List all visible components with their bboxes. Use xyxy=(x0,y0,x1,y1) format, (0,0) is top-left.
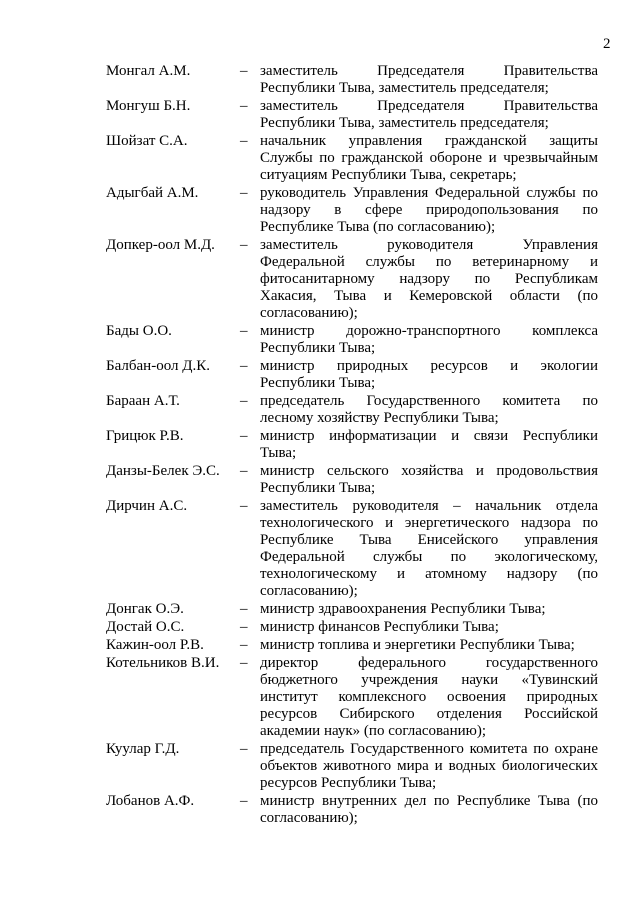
member-row xyxy=(106,237,600,322)
position-line: заместитель Председателя Правительства xyxy=(260,98,598,114)
member-position xyxy=(260,793,598,827)
dash-separator: – xyxy=(240,185,248,201)
member-name: Грицюк Р.В. xyxy=(106,428,184,444)
member-row xyxy=(106,98,600,132)
position-line: заместитель Председателя Правительства xyxy=(260,63,598,79)
position-line: руководитель Управления Федеральной службы по xyxy=(260,185,598,201)
position-line: Хакасия, Тыва и Кемеровской области (по xyxy=(260,288,598,304)
member-name: Данзы-Белек Э.С. xyxy=(106,463,220,479)
position-line: академии наук» (по согласованию); xyxy=(260,723,487,739)
member-position xyxy=(260,601,598,618)
position-line: лесному хозяйству Республики Тыва; xyxy=(260,410,499,426)
member-row xyxy=(106,463,600,497)
position-line: заместитель руководителя Управления xyxy=(260,237,598,253)
member-name: Балбан-оол Д.К. xyxy=(106,358,210,374)
position-line: бюджетного учреждения науки «Тувинский xyxy=(260,672,598,688)
member-name: Монгал А.М. xyxy=(106,63,191,79)
position-line: начальник управления гражданской защиты xyxy=(260,133,598,149)
dash-separator: – xyxy=(240,358,248,374)
position-line: согласованию); xyxy=(260,305,358,321)
dash-separator: – xyxy=(240,498,248,514)
position-line: Республики Тыва; xyxy=(260,340,376,356)
page-number: 2 xyxy=(603,36,611,52)
member-name: Дирчин А.С. xyxy=(106,498,188,514)
position-line: Тыва; xyxy=(260,445,297,461)
member-position xyxy=(260,237,598,322)
position-line: Республики Тыва; xyxy=(260,375,376,391)
member-row xyxy=(106,185,600,236)
member-name: Шойзат С.А. xyxy=(106,133,188,149)
member-name: Котельников В.И. xyxy=(106,655,220,671)
member-row xyxy=(106,498,600,600)
position-line: Федеральной службы по экологическому, xyxy=(260,549,598,565)
dash-separator: – xyxy=(240,133,248,149)
member-name: Достай О.С. xyxy=(106,619,185,635)
member-position xyxy=(260,463,598,497)
dash-separator: – xyxy=(240,619,248,635)
member-name: Кажин-оол Р.В. xyxy=(106,637,204,653)
position-line: министр здравоохранения Республики Тыва; xyxy=(260,601,546,617)
member-name: Бараан А.Т. xyxy=(106,393,180,409)
position-line: заместитель руководителя – начальник отдела xyxy=(260,498,598,514)
position-line: согласованию); xyxy=(260,810,358,826)
member-position xyxy=(260,741,598,792)
member-row xyxy=(106,741,600,792)
position-line: технологического и энергетического надзора по xyxy=(260,515,598,531)
position-line: ресурсов Республики Тыва; xyxy=(260,775,437,791)
dash-separator: – xyxy=(240,601,248,617)
member-name: Монгуш Б.Н. xyxy=(106,98,191,114)
dash-separator: – xyxy=(240,393,248,409)
member-list xyxy=(106,63,600,827)
member-position xyxy=(260,133,598,184)
member-row xyxy=(106,601,600,618)
position-line: Службы по гражданской обороне и чрезвычайным xyxy=(260,150,598,166)
member-name: Лобанов А.Ф. xyxy=(106,793,195,809)
position-line: министр топлива и энергетики Республики Тыва; xyxy=(260,637,575,653)
member-row xyxy=(106,637,600,654)
position-line: ситуациям Республики Тыва, секретарь; xyxy=(260,167,517,183)
member-position xyxy=(260,323,598,357)
position-line: объектов животного мира и водных биологических xyxy=(260,758,598,774)
position-line: Республики Тыва; xyxy=(260,480,376,496)
member-row xyxy=(106,428,600,462)
position-line: министр финансов Республики Тыва; xyxy=(260,619,499,635)
member-name: Донгак О.Э. xyxy=(106,601,184,617)
member-row xyxy=(106,133,600,184)
member-name: Куулар Г.Д. xyxy=(106,741,180,757)
member-row xyxy=(106,393,600,427)
member-row xyxy=(106,358,600,392)
member-position xyxy=(260,185,598,236)
position-line: министр природных ресурсов и экологии xyxy=(260,358,598,374)
member-position xyxy=(260,655,598,740)
member-name: Адыгбай А.М. xyxy=(106,185,199,201)
position-line: Федеральной службы по ветеринарному и xyxy=(260,254,598,270)
member-row xyxy=(106,63,600,97)
position-line: Республике Тыва Енисейского управления xyxy=(260,532,598,548)
member-row xyxy=(106,793,600,827)
dash-separator: – xyxy=(240,428,248,444)
position-line: председатель Государственного комитета по xyxy=(260,393,598,409)
dash-separator: – xyxy=(240,655,248,671)
dash-separator: – xyxy=(240,98,248,114)
member-name: Бады О.О. xyxy=(106,323,172,339)
position-line: Республики Тыва, заместитель председателя; xyxy=(260,80,549,96)
dash-separator: – xyxy=(240,63,248,79)
dash-separator: – xyxy=(240,793,248,809)
position-line: ресурсов Сибирского отделения Российской xyxy=(260,706,598,722)
member-position xyxy=(260,498,598,600)
member-position xyxy=(260,428,598,462)
position-line: технологическому и атомному надзору (по xyxy=(260,566,598,582)
member-row xyxy=(106,655,600,740)
position-line: институт комплексного освоения природных xyxy=(260,689,598,705)
position-line: председатель Государственного комитета по охране xyxy=(260,741,598,757)
member-position xyxy=(260,619,598,636)
position-line: Республики Тыва, заместитель председателя; xyxy=(260,115,549,131)
position-line: министр информатизации и связи Республики xyxy=(260,428,598,444)
position-line: министр дорожно-транспортного комплекса xyxy=(260,323,598,339)
member-name: Допкер-оол М.Д. xyxy=(106,237,215,253)
position-line: фитосанитарному надзору по Республикам xyxy=(260,271,598,287)
position-line: надзору в сфере природопользования по xyxy=(260,202,598,218)
position-line: министр сельского хозяйства и продовольствия xyxy=(260,463,598,479)
member-position xyxy=(260,63,598,97)
dash-separator: – xyxy=(240,463,248,479)
member-row xyxy=(106,323,600,357)
member-position xyxy=(260,393,598,427)
dash-separator: – xyxy=(240,741,248,757)
member-position xyxy=(260,637,598,654)
position-line: директор федерального государственного xyxy=(260,655,598,671)
position-line: Республике Тыва (по согласованию); xyxy=(260,219,496,235)
dash-separator: – xyxy=(240,323,248,339)
position-line: министр внутренних дел по Республике Тыва (по xyxy=(260,793,598,809)
dash-separator: – xyxy=(240,237,248,253)
member-position xyxy=(260,98,598,132)
position-line: согласованию); xyxy=(260,583,358,599)
member-position xyxy=(260,358,598,392)
member-row xyxy=(106,619,600,636)
dash-separator: – xyxy=(240,637,248,653)
